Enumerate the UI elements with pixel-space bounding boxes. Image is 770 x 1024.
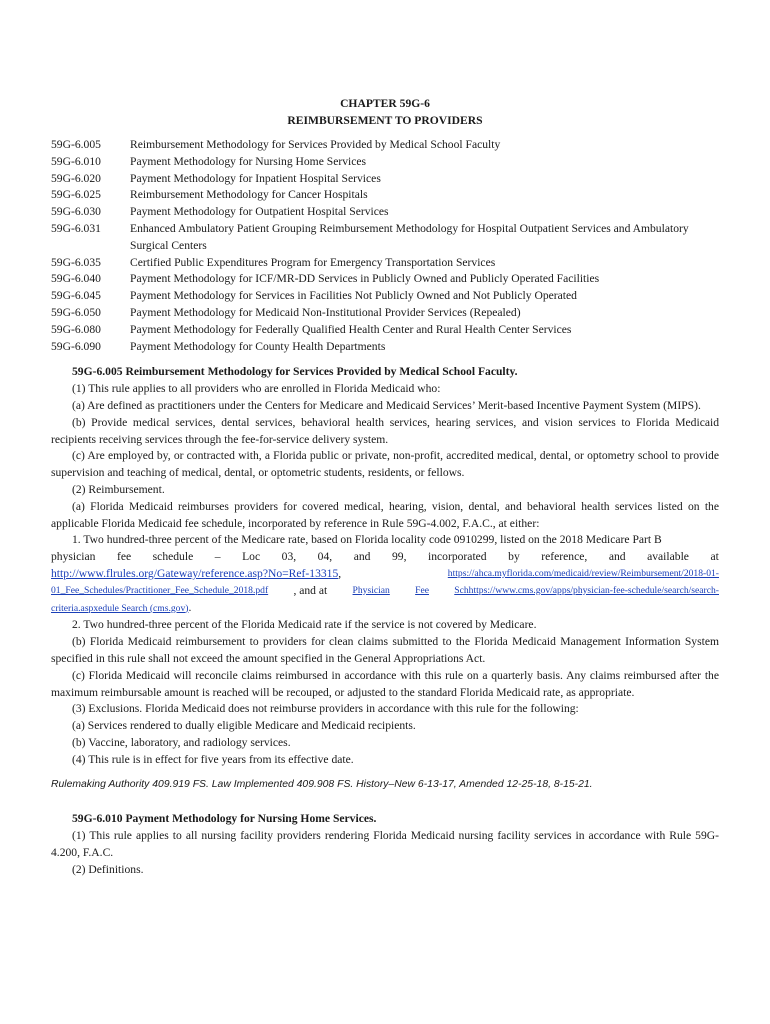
- word: schedule: [152, 550, 194, 564]
- toc-title: Reimbursement Methodology for Services Provided by Medical School Faculty: [130, 138, 501, 151]
- toc-number: 59G-6.040: [51, 272, 101, 286]
- toc-row: [51, 171, 719, 188]
- paragraph: (b) Florida Medicaid reimbursement to providers for clean claims submitted to the Florida Medicaid Management Information System specified in this rule shall not exceed the amount specified in the General Appropriations Act.: [51, 635, 719, 665]
- paragraph: (4) This rule is in effect for five years from its effective date.: [72, 752, 354, 766]
- paragraph: (c) Florida Medicaid will reconcile claims reimbursed in accordance with this rule on a quarterly basis. Any claims reimbursed after the maximum reimbursable amount is reached will be recouped, or adjusted to the standard Florida Medicaid rate, as appropriate.: [51, 668, 719, 699]
- toc-title: Payment Methodology for Federally Qualified Health Center and Rural Health Center Services: [130, 322, 572, 336]
- rulemaking-authority: Rulemaking Authority 409.919 FS. Law Implemented 409.908 FS. History–New 6-13-17, Amended 12-25-18, 8-15-21.: [51, 779, 593, 791]
- document-page: [51, 95, 719, 878]
- word: by: [508, 550, 520, 564]
- paragraph-medicare-rate: [51, 532, 719, 617]
- toc-row: [51, 288, 719, 305]
- toc-number: 59G-6.020: [51, 171, 101, 185]
- toc-row: [51, 204, 719, 221]
- paragraph: (a) Services rendered to dually eligible Medicare and Medicaid recipients.: [72, 719, 416, 733]
- comma: ,: [338, 566, 342, 580]
- period: .: [188, 600, 192, 614]
- toc-title: Payment Methodology for ICF/MR-DD Services in Publicly Owned and Publicly Operated Facilities: [130, 272, 600, 286]
- and-at-text: , and at: [293, 583, 328, 597]
- word: 04,: [317, 550, 333, 564]
- paragraph: (2) Definitions.: [72, 862, 144, 876]
- toc-row: [51, 187, 719, 204]
- link-line: [51, 600, 719, 618]
- table-of-contents: [51, 137, 719, 355]
- word: at: [710, 550, 719, 564]
- toc-number: 59G-6.005: [51, 138, 101, 151]
- toc-number: 59G-6.025: [51, 188, 101, 202]
- cms-link-word[interactable]: Physician: [352, 584, 390, 596]
- paragraph: (c) Are employed by, or contracted with, a Florida public or private, non-profit, accredited medical, dental, or optometry school to provide supervision and teaching of medical, dental, or optometric students, residents, or fellows.: [51, 449, 719, 480]
- toc-row: [51, 271, 719, 288]
- toc-title: Certified Public Expenditures Program for Emergency Transportation Services: [130, 255, 496, 269]
- toc-number: 59G-6.050: [51, 305, 101, 319]
- toc-row: [51, 305, 719, 322]
- justified-line: [51, 549, 719, 566]
- word: Loc: [242, 550, 261, 564]
- word: and: [353, 550, 371, 564]
- toc-title: Reimbursement Methodology for Cancer Hospitals: [130, 188, 368, 202]
- paragraph: (2) Reimbursement.: [72, 482, 165, 496]
- paragraph: (1) This rule applies to all nursing facility providers rendering Florida Medicaid nursing facility services in accordance with Rule 59G-4.200, F.A.C.: [51, 829, 719, 859]
- toc-title: Payment Methodology for Services in Facilities Not Publicly Owned and Not Publicly Operated: [130, 289, 577, 303]
- section-heading-59g-6-005: 59G-6.005 Reimbursement Methodology for Services Provided by Medical School Faculty.: [72, 365, 518, 379]
- word: 03,: [281, 550, 297, 564]
- toc-row: [51, 221, 719, 255]
- cms-physician-fee-schedule-link[interactable]: Schhttps://www.cms.gov/apps/physician-fee-schedule/search/search-: [454, 584, 719, 596]
- toc-number: 59G-6.030: [51, 205, 101, 219]
- chapter-title: CHAPTER 59G-6: [340, 97, 430, 110]
- word: incorporated: [428, 550, 487, 564]
- toc-number: 59G-6.080: [51, 322, 101, 336]
- ahca-fee-schedule-link[interactable]: https://ahca.myflorida.com/medicaid/review/Reimbursement/2018-01-: [447, 567, 719, 579]
- paragraph: (a) Florida Medicaid reimburses providers for covered medical, hearing, vision, dental, and behavioral health services listed on the applicable Florida Medicaid fee schedule, incorporated by reference in Rule 59G-4.002, F.A.C., at either:: [51, 499, 719, 530]
- justified-line: [51, 566, 719, 583]
- toc-number: 59G-6.010: [51, 154, 101, 168]
- toc-title: Payment Methodology for Inpatient Hospital Services: [130, 171, 381, 185]
- ahca-fee-schedule-link-continued[interactable]: 01_Fee_Schedules/Practitioner_Fee_Schedule_2018.pdf: [51, 584, 269, 596]
- word: –: [214, 550, 221, 564]
- toc-title: Enhanced Ambulatory Patient Grouping Reimbursement Methodology for Hospital Outpatient Services and Ambulatory Surgical Centers: [130, 221, 689, 252]
- toc-row: [51, 255, 719, 272]
- toc-row: [51, 137, 719, 154]
- justified-line: [51, 583, 719, 600]
- section-heading-59g-6-010: 59G-6.010 Payment Methodology for Nursing Home Services.: [72, 812, 377, 826]
- cms-physician-fee-schedule-link-continued[interactable]: criteria.aspxedule Search (cms.gov): [51, 602, 189, 614]
- word: 99,: [391, 550, 407, 564]
- toc-title: Payment Methodology for County Health Departments: [130, 339, 386, 353]
- toc-title: Payment Methodology for Medicaid Non-Institutional Provider Services (Repealed): [130, 305, 521, 319]
- word: physician: [51, 550, 96, 564]
- toc-number: 59G-6.035: [51, 255, 101, 269]
- paragraph: (b) Provide medical services, dental services, behavioral health services, hearing services, and vision services to Florida Medicaid recipients receiving services through the fee-for-service delivery system.: [51, 415, 719, 446]
- cms-link-word[interactable]: Fee: [415, 584, 429, 596]
- toc-row: [51, 154, 719, 171]
- paragraph: (a) Are defined as practitioners under the Centers for Medicare and Medicaid Services’ Merit-based Incentive Payment System (MIPS).: [72, 398, 701, 412]
- toc-row: [51, 322, 719, 339]
- toc-number: 59G-6.045: [51, 289, 101, 303]
- paragraph: (b) Vaccine, laboratory, and radiology services.: [72, 735, 291, 749]
- toc-row: [51, 339, 719, 356]
- toc-number: 59G-6.090: [51, 339, 101, 353]
- word: fee: [116, 550, 132, 564]
- word: and: [608, 550, 626, 564]
- chapter-subtitle: REIMBURSEMENT TO PROVIDERS: [287, 114, 483, 127]
- word: reference,: [541, 550, 588, 564]
- flrules-link[interactable]: http://www.flrules.org/Gateway/reference.asp?No=Ref-13315: [51, 566, 339, 580]
- paragraph: (1) This rule applies to all providers who are enrolled in Florida Medicaid who:: [72, 382, 441, 396]
- paragraph-line: 1. Two hundred-three percent of the Medicare rate, based on Florida locality code 0910299, listed on the 2018 Medicare Part B: [72, 533, 662, 547]
- paragraph: (3) Exclusions. Florida Medicaid does not reimburse providers in accordance with this rule for the following:: [72, 702, 579, 716]
- toc-number: 59G-6.031: [51, 221, 101, 235]
- toc-title: Payment Methodology for Nursing Home Services: [130, 154, 367, 168]
- toc-title: Payment Methodology for Outpatient Hospital Services: [130, 205, 389, 219]
- paragraph: 2. Two hundred-three percent of the Florida Medicaid rate if the service is not covered by Medicare.: [72, 618, 537, 632]
- link-line-group: [51, 566, 341, 583]
- word: available: [647, 550, 689, 564]
